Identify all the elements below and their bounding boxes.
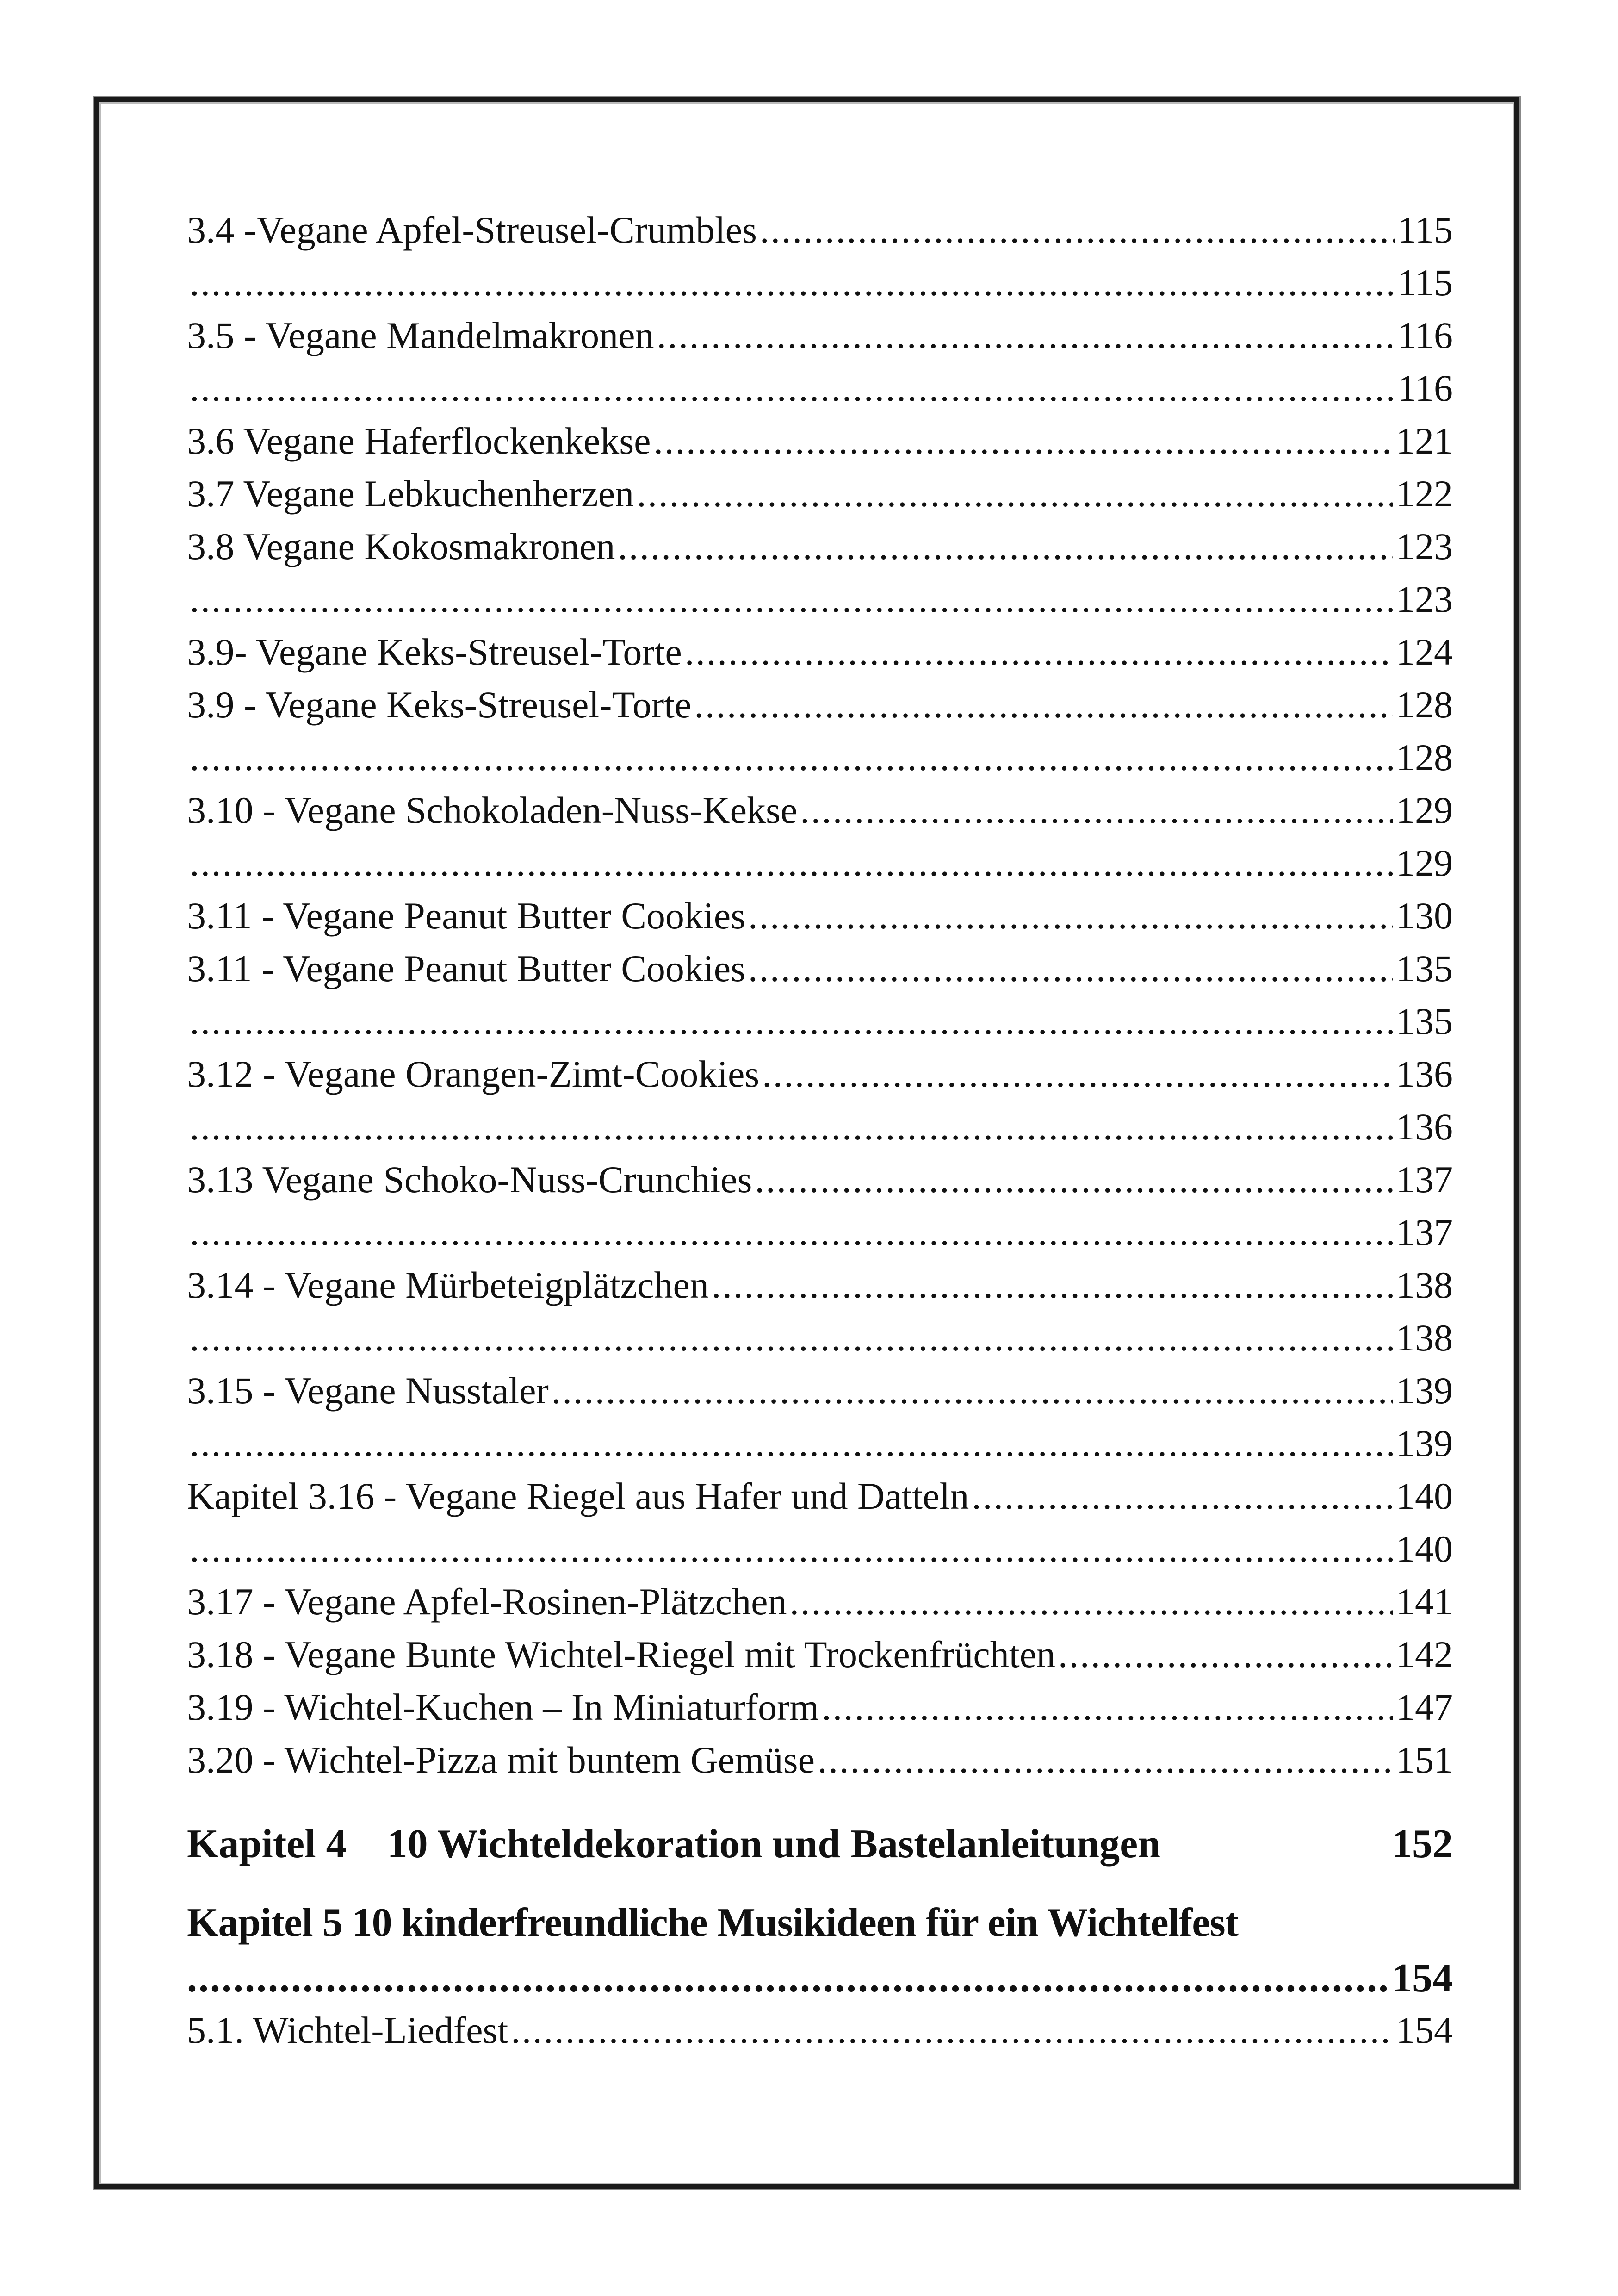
toc-entries [187,204,1453,1786]
toc-entry[interactable] [187,1153,1453,1206]
toc-dot-leader [762,1048,1393,1101]
toc-entry-page: 137 [1396,1211,1453,1253]
toc-entry-page: 142 [1396,1633,1453,1675]
toc-entry-page: 138 [1396,1264,1453,1306]
toc-entry[interactable] [187,520,1453,573]
toc-entry-title: 3.15 - Vegane Nusstaler [187,1369,549,1412]
toc-entry[interactable] [187,1312,1453,1364]
toc-entry[interactable] [187,1417,1453,1470]
toc-entry-page: 137 [1396,1158,1453,1201]
toc-entry-title: 3.7 Vegane Lebkuchenherzen [187,473,634,515]
toc-entry-title: 3.13 Vegane Schoko-Nuss-Crunchies [187,1158,752,1201]
toc-entry-title: 3.11 - Vegane Peanut Butter Cookies [187,947,746,989]
toc-entry[interactable] [187,1628,1453,1681]
toc-dot-leader [755,1153,1393,1206]
toc-entry-page: 128 [1396,684,1453,726]
toc-entry-page: 116 [1397,314,1453,356]
chapter-5-leader-line [187,1953,1453,2004]
toc-entry-title: 5.1. Wichtel-Liedfest [187,2009,508,2051]
toc-entry-title: 3.14 - Vegane Mürbeteigplätzchen [187,1264,709,1306]
toc-dot-leader [190,837,1393,890]
toc-entry-page: 139 [1396,1422,1453,1464]
toc-entry-page: 141 [1396,1580,1453,1623]
toc-entry-page: 140 [1396,1528,1453,1570]
toc-entry[interactable] [187,1523,1453,1575]
toc-entry-page: 135 [1396,1000,1453,1042]
toc-dot-leader [190,731,1393,784]
toc-entry[interactable] [187,731,1453,784]
toc-entry-page: 115 [1397,209,1453,251]
toc-dot-leader [511,2004,1393,2057]
toc-dot-leader [760,204,1395,256]
toc-entry[interactable] [187,309,1453,362]
chapter-4-title: Kapitel 4 10 Wichteldekoration und Bastelanleitungen [187,1822,1161,1867]
toc-entry-page: 115 [1397,261,1453,304]
chapter-5-dot-leader [187,1953,1388,2004]
toc-dot-leader [1058,1628,1393,1681]
toc-entry[interactable] [187,626,1453,678]
chapter-5-page: 154 [1392,1956,1453,2001]
toc-entry-page: 116 [1397,367,1453,409]
toc-entry[interactable] [187,890,1453,942]
toc-entry-title: 3.12 - Vegane Orangen-Zimt-Cookies [187,1053,760,1095]
toc-dot-leader [552,1364,1393,1417]
toc-dot-leader [618,520,1393,573]
toc-dot-leader [657,309,1395,362]
toc-dot-leader [190,362,1395,415]
toc-entry[interactable] [187,362,1453,415]
toc-entry-page: 147 [1396,1686,1453,1728]
toc-entry[interactable] [187,1101,1453,1153]
toc-entry-page: 121 [1396,420,1453,462]
toc-dot-leader [190,1523,1393,1575]
toc-entry-title: 3.10 - Vegane Schokoladen-Nuss-Kekse [187,789,798,831]
toc-dot-leader [190,1417,1393,1470]
toc-dot-leader [748,942,1393,995]
toc-dot-leader [654,415,1393,467]
toc-entry[interactable] [187,1470,1453,1523]
toc-entry[interactable] [187,1575,1453,1628]
toc-dot-leader [637,467,1393,520]
toc-dot-leader [190,1101,1393,1153]
toc-dot-leader [972,1470,1393,1523]
toc-chapter-4[interactable] [187,1814,1453,1874]
toc-entry[interactable] [187,2004,1453,2057]
toc-entry[interactable] [187,415,1453,467]
toc-entry[interactable] [187,1734,1453,1786]
toc-entry-page: 136 [1396,1106,1453,1148]
toc-dot-leader [748,890,1393,942]
toc-entry[interactable] [187,573,1453,626]
toc-entry[interactable] [187,995,1453,1048]
chapter-4-page: 152 [1392,1822,1453,1867]
toc-entry-page: 123 [1396,578,1453,620]
toc-entry[interactable] [187,1259,1453,1312]
toc-entry-title: 3.19 - Wichtel-Kuchen – In Miniaturform [187,1686,819,1728]
toc-entry-title: 3.18 - Vegane Bunte Wichtel-Riegel mit Trockenfrüchten [187,1633,1055,1675]
toc-entry-title: 3.6 Vegane Haferflockenkekse [187,420,651,462]
toc-entry[interactable] [187,1681,1453,1734]
toc-entry-title: 3.20 - Wichtel-Pizza mit buntem Gemüse [187,1739,815,1781]
toc-dot-leader [190,1312,1393,1364]
toc-entry[interactable] [187,256,1453,309]
toc-entry-page: 128 [1396,736,1453,778]
toc-entry-page: 151 [1396,1739,1453,1781]
toc-entry-page: 130 [1396,895,1453,937]
toc-entry[interactable] [187,1206,1453,1259]
toc-entry[interactable] [187,467,1453,520]
toc-dot-leader [190,1206,1393,1259]
toc-entry[interactable] [187,942,1453,995]
toc-entry-title: 3.9- Vegane Keks-Streusel-Torte [187,631,682,673]
toc-entry-page: 124 [1396,631,1453,673]
toc-entry-page: 154 [1396,2009,1453,2051]
toc-entry[interactable] [187,1048,1453,1101]
toc-dot-leader [800,784,1393,837]
toc-entry[interactable] [187,1364,1453,1417]
toc-chapter-5-entries [187,2004,1453,2057]
chapter-5-title: Kapitel 5 10 kinderfreundliche Musikideen für ein Wichtelfest [187,1900,1238,1945]
toc-entry-page: 136 [1396,1053,1453,1095]
toc-entry-title: 3.4 -Vegane Apfel-Streusel-Crumbles [187,209,757,251]
toc-dot-leader [190,995,1393,1048]
toc-entry-page: 135 [1396,947,1453,989]
toc-entry-title: 3.11 - Vegane Peanut Butter Cookies [187,895,746,937]
table-of-contents [187,204,1453,2057]
toc-dot-leader [712,1259,1393,1312]
toc-dot-leader [822,1681,1393,1734]
toc-dot-leader [818,1734,1393,1786]
toc-entry[interactable] [187,837,1453,890]
toc-entry-page: 139 [1396,1369,1453,1412]
toc-dot-leader [190,573,1393,626]
toc-entry-title: 3.5 - Vegane Mandelmakronen [187,314,654,356]
toc-chapter-5[interactable] [187,1893,1453,2004]
toc-entry-title: 3.17 - Vegane Apfel-Rosinen-Plätzchen [187,1580,787,1623]
toc-entry[interactable] [187,204,1453,256]
toc-entry-title: 3.9 - Vegane Keks-Streusel-Torte [187,684,692,726]
toc-entry-page: 123 [1396,525,1453,567]
toc-entry-title: 3.8 Vegane Kokosmakronen [187,525,615,567]
toc-entry-page: 129 [1396,842,1453,884]
toc-entry-page: 129 [1396,789,1453,831]
toc-entry[interactable] [187,678,1453,731]
toc-entry-title: Kapitel 3.16 - Vegane Riegel aus Hafer und Datteln [187,1475,969,1517]
toc-dot-leader [685,626,1393,678]
toc-dot-leader [789,1575,1393,1628]
toc-entry-page: 140 [1396,1475,1453,1517]
toc-entry[interactable] [187,784,1453,837]
toc-dot-leader [694,678,1393,731]
toc-entry-page: 138 [1396,1317,1453,1359]
toc-entry-page: 122 [1396,473,1453,515]
toc-dot-leader [190,256,1395,309]
